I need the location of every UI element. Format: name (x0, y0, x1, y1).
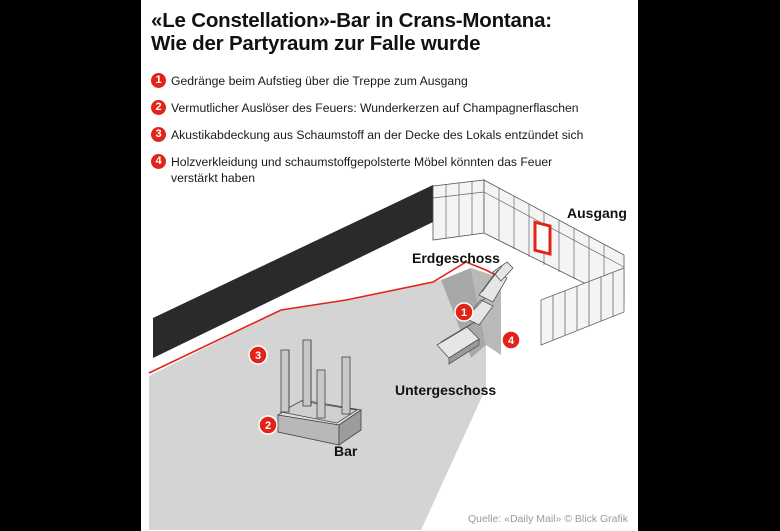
floorplan-diagram (141, 0, 638, 531)
legend-number-2-icon: 2 (151, 100, 166, 115)
marker-3 (249, 346, 267, 364)
source-credit: Quelle: «Daily Mail» © Blick Grafik (467, 513, 628, 525)
title-line-1: «Le Constellation»-Bar in Crans-Montana: (151, 9, 552, 32)
legend-number-3-icon: 3 (151, 127, 166, 142)
svg-text:4: 4 (507, 335, 515, 347)
legend-number-1-icon: 1 (151, 73, 166, 88)
marker-2 (259, 416, 277, 434)
legend-text-1: Gedränge beim Aufstieg über die Treppe zum Ausgang (171, 74, 468, 88)
label-ausgang: Ausgang (567, 205, 627, 221)
label-untergeschoss: Untergeschoss (395, 382, 497, 398)
label-erdgeschoss: Erdgeschoss (412, 250, 500, 266)
exit-door (535, 222, 550, 254)
svg-text:1: 1 (460, 307, 468, 319)
label-bar: Bar (334, 443, 358, 459)
svg-text:2: 2 (264, 420, 272, 432)
title-line-2: Wie der Partyraum zur Falle wurde (151, 32, 481, 55)
svg-text:3: 3 (254, 350, 262, 362)
marker-1 (455, 303, 473, 321)
marker-4 (502, 331, 520, 349)
legend-number-4-icon: 4 (151, 154, 166, 169)
infographic-panel (141, 0, 638, 531)
legend-text-2: Vermutlicher Auslöser des Feuers: Wunderkerzen auf Champagnerflaschen (171, 101, 579, 115)
legend-text-3: Akustikabdeckung aus Schaumstoff an der Decke des Lokals entzündet sich (171, 128, 584, 142)
legend-text-4: Holzverkleidung und schaumstoffgepolsterte Möbel könnten das Feuer verstärkt haben (171, 155, 553, 185)
